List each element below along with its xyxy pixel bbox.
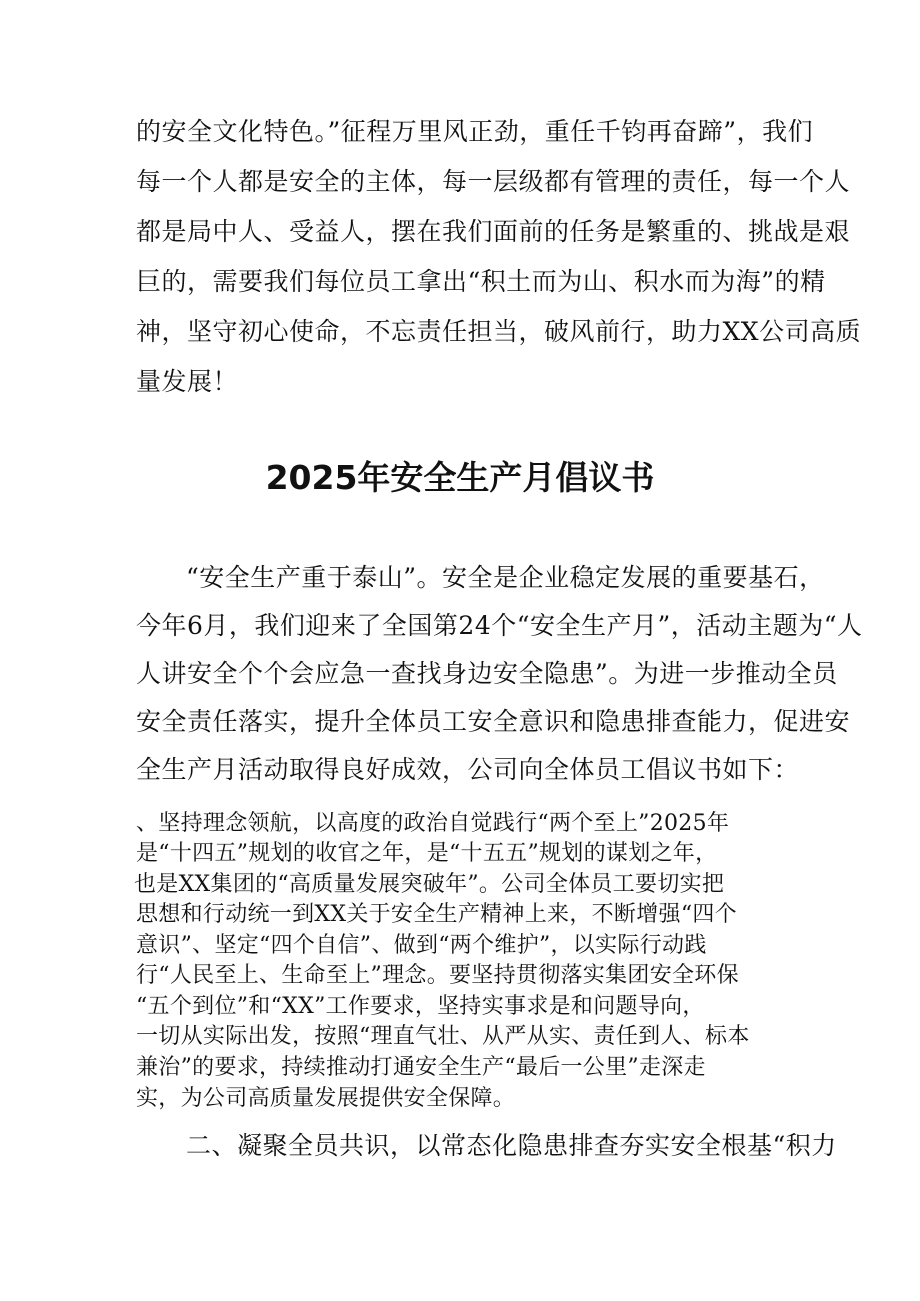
item-one-line: “五个到位”和“XX”工作要求，坚持实事求是和问题导向， [136,994,705,1019]
item-one-line: 兼治”的要求，持续推动打通安全生产“最后一公里”走深走 [136,1055,706,1080]
continuation-line: 都是局中人、受益人，摆在我们面前的任务是繁重的、挑战是艰 [136,217,851,246]
continuation-line: 的安全文化特色。”征程万里风正劲，重任千钧再奋蹄”，我们 [136,117,814,146]
item-one-line: 是“十四五”规划的收官之年，是“十五五”规划的谋划之年， [136,841,718,866]
intro-line: “安全生产重于泰山”。安全是企业稳定发展的重要基石， [186,563,825,592]
continuation-line: 神，坚守初心使命，不忘责任担当，破风前行，助力XX公司高质 [136,317,862,346]
intro-line: 人讲安全个个会应急一查找身边安全隐患”。为进一步推动全员 [136,659,838,688]
document-title: 2025年安全生产月倡议书 [265,458,655,497]
item-one-line: 行“人民至上、生命至上”理念。要坚持贯彻落实集团安全环保 [136,963,739,988]
continuation-line: 量发展！ [136,367,239,396]
intro-line: 全生产月活动取得良好成效，公司向全体员工倡议书如下： [136,755,800,784]
item-one-line: 一切从实际出发，按照“理直气壮、从严从实、责任到人、标本 [136,1024,750,1049]
item-two-line: 二、凝聚全员共识，以常态化隐患排查夯实安全根基“积力 [186,1131,837,1160]
item-one-line: 意识”、坚定“四个自信”、做到“两个维护”，以实际行动践 [136,933,707,958]
item-one-line: 思想和行动统一到XX关于安全生产精神上来，不断增强“四个 [136,902,737,927]
continuation-line: 每一个人都是安全的主体，每一层级都有管理的责任，每一个人 [136,167,851,196]
item-one-line: 也是XX集团的“高质量发展突破年”。公司全体员工要切实把 [134,872,725,897]
item-one-line: 实，为公司高质量发展提供安全保障。 [136,1086,516,1111]
intro-line: 安全责任落实，提升全体员工安全意识和隐患排查能力，促进安 [136,707,851,736]
item-one-line: 、坚持理念领航，以高度的政治自觉践行“两个至上”2025年 [136,811,730,836]
continuation-line: 巨的，需要我们每位员工拿出“积土而为山、积水而为海”的精 [136,267,826,296]
intro-line: 今年6月，我们迎来了全国第24个“安全生产月”，活动主题为“人 [136,611,863,640]
